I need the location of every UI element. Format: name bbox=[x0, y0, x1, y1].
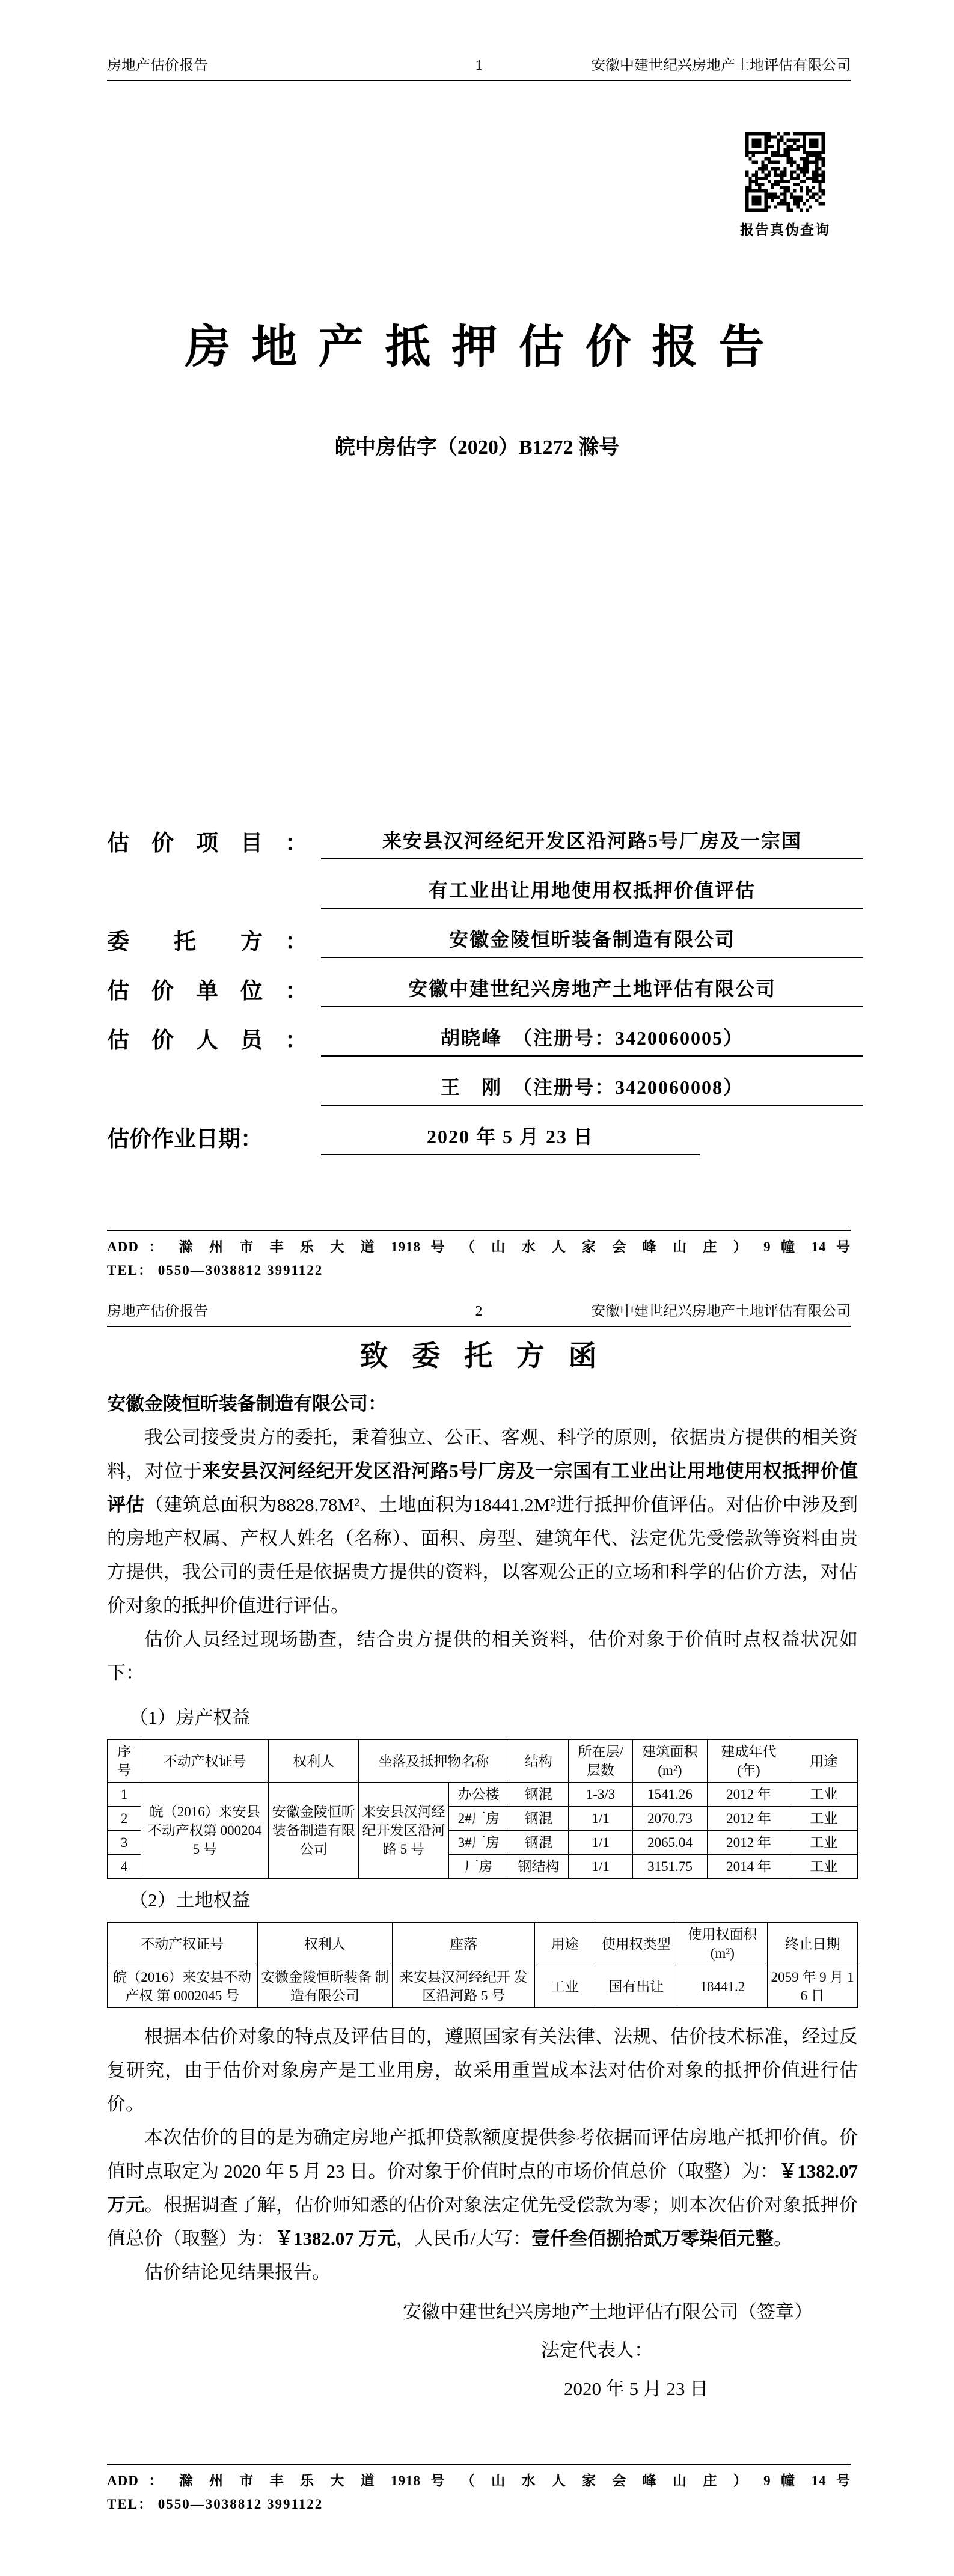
field-label-staff: 估 价 人 员 ： bbox=[107, 1028, 307, 1053]
table-cell: 工业 bbox=[790, 1855, 857, 1879]
table-cell: 厂房 bbox=[448, 1855, 509, 1879]
signature-company: 安徽中建世纪兴房地产土地评估有限公司（签章） bbox=[403, 2301, 813, 2323]
header-company: 安徽中建世纪兴房地产土地评估有限公司 bbox=[591, 58, 851, 73]
table-header-row bbox=[108, 1740, 858, 1783]
col-header: 使用权面积(m²) bbox=[677, 1923, 768, 1965]
table-cell: 办公楼 bbox=[448, 1783, 509, 1807]
letter-title: 致 委 托 方 函 bbox=[359, 1341, 605, 1372]
header-page-number: 1 bbox=[475, 58, 483, 73]
field-label-blank bbox=[107, 1103, 321, 1106]
qr-code-icon bbox=[745, 132, 825, 212]
field-value-date: 2020 年 5 月 23 日 bbox=[321, 1122, 700, 1155]
field-label-blank bbox=[107, 906, 321, 909]
field-label-project: 估 价 项 目 ： bbox=[107, 831, 307, 856]
table-cell: 钢结构 bbox=[509, 1855, 569, 1879]
page-footer bbox=[107, 1230, 851, 1279]
table-cell: 2014 年 bbox=[708, 1855, 790, 1879]
page-header bbox=[107, 53, 851, 81]
col-header: 权利人 bbox=[257, 1923, 393, 1965]
col-header: 序号 bbox=[108, 1740, 141, 1783]
letter-paragraph-1 bbox=[107, 1421, 858, 1623]
col-header: 使用权类型 bbox=[595, 1923, 677, 1965]
table-cell: 钢混 bbox=[509, 1783, 569, 1807]
col-header: 终止日期 bbox=[768, 1923, 858, 1965]
table-cell: 钢混 bbox=[509, 1831, 569, 1855]
para4-text-3: ，人民币/大写： bbox=[396, 2228, 532, 2250]
letter-paragraph-2: 估价人员经过现场勘查，结合贵方提供的相关资料，估价对象于价值时点权益状况如下： bbox=[107, 1629, 858, 1683]
header-page-number: 2 bbox=[475, 1304, 483, 1319]
table-cell: 2059 年 9 月 16 日 bbox=[768, 1965, 858, 2008]
field-client bbox=[107, 909, 863, 958]
para4-value-capital: 壹仟叁佰捌拾贰万零柒佰元整 bbox=[531, 2228, 774, 2250]
table-cell: 4 bbox=[108, 1855, 141, 1879]
letter-paragraph-3: 根据本估价对象的特点及评估目的，遵照国家有关法律、法规、估价技术标准，经过反复研究，由于估价对象房产是工业用房，故采用重置成本法对估价对象的抵押价值进行估价。 bbox=[107, 2026, 858, 2115]
field-value-client: 安徽金陵恒昕装备制造有限公司 bbox=[321, 924, 863, 958]
para4-market-value: ￥1382.07 万元 bbox=[107, 2161, 858, 2216]
table-cell: 工业 bbox=[790, 1807, 857, 1831]
col-header: 建筑面积(m²) bbox=[632, 1740, 708, 1783]
col-header: 用途 bbox=[790, 1740, 857, 1783]
para1-project-name: 来安县汉河经纪开发区沿河路5号厂房及一宗国有工业出让用地使用权抵押价值评估 bbox=[107, 1460, 858, 1515]
field-value-project-line2: 有工业出让用地使用权抵押价值评估 bbox=[321, 875, 863, 909]
table-cell: 1541.26 bbox=[632, 1783, 708, 1807]
table-cell: 3 bbox=[108, 1831, 141, 1855]
field-project-continued bbox=[107, 859, 863, 909]
letter-page bbox=[0, 1288, 954, 2576]
signature-legal-representative: 法定代表人： bbox=[541, 2340, 653, 2361]
footer-tel: TEL： 0550—3038812 3991122 bbox=[107, 1263, 323, 1278]
letter-paragraph-4 bbox=[107, 2121, 858, 2256]
page-footer bbox=[107, 2464, 851, 2513]
col-header: 所在层/层数 bbox=[569, 1740, 632, 1783]
letter-salutation: 安徽金陵恒昕装备制造有限公司： bbox=[107, 1393, 387, 1414]
field-agency bbox=[107, 958, 863, 1007]
col-header: 用途 bbox=[535, 1923, 595, 1965]
cover-fields bbox=[107, 810, 863, 1155]
field-label-agency: 估 价 单 位 ： bbox=[107, 979, 307, 1004]
field-staff-continued bbox=[107, 1057, 863, 1106]
table-cell: 工业 bbox=[535, 1965, 595, 2008]
table-cell: 18441.2 bbox=[677, 1965, 768, 2008]
report-number: 皖中房估字（2020）B1272 滁号 bbox=[334, 436, 620, 459]
table-cell: 1/1 bbox=[569, 1807, 632, 1831]
para4-text-2: 。根据调查了解，估价师知悉的估价对象法定优先受偿款为零；则本次估价对象抵押价值总价（取整）为： bbox=[107, 2194, 858, 2250]
para4-text-4: 。 bbox=[774, 2228, 793, 2250]
owner-cell: 安徽金陵恒昕装备 制造有限公司 bbox=[257, 1965, 393, 2008]
table-cell: 钢混 bbox=[509, 1807, 569, 1831]
table-cell: 1/1 bbox=[569, 1855, 632, 1879]
location-cell: 来安县汉河经纪开 发区沿河路 5 号 bbox=[393, 1965, 535, 2008]
col-header: 不动产权证号 bbox=[108, 1923, 258, 1965]
para1-text-pre: 我公司接受贵方的委托，秉着独立、公正、客观、科学的原则，依据贵方提供的相关资料，对位于 bbox=[107, 1427, 858, 1482]
col-header: 权利人 bbox=[269, 1740, 359, 1783]
table-cell: 2012 年 bbox=[708, 1807, 790, 1831]
page-header bbox=[107, 1299, 851, 1327]
field-label-client: 委 托 方 ： bbox=[107, 930, 307, 954]
table-cell: 1 bbox=[108, 1783, 141, 1807]
table-cell: 2065.04 bbox=[632, 1831, 708, 1855]
field-date bbox=[107, 1106, 863, 1155]
property-rights-heading: （1）房产权益 bbox=[129, 1707, 251, 1728]
footer-address: ADD ： 滁 州 市 丰 乐 大 道 1918 号 （ 山 水 人 家 会 峰 山 庄 ） 9 幢 14 号 bbox=[107, 1239, 851, 1254]
property-rights-table bbox=[107, 1739, 858, 1879]
table-cell: 3#厂房 bbox=[448, 1831, 509, 1855]
table-cell: 1/1 bbox=[569, 1831, 632, 1855]
header-doc-title: 房地产估价报告 bbox=[107, 58, 208, 73]
field-project bbox=[107, 810, 863, 859]
table-cell: 2 bbox=[108, 1807, 141, 1831]
field-value-staff-1: 胡晓峰 （注册号：3420060005） bbox=[321, 1023, 863, 1057]
header-doc-title: 房地产估价报告 bbox=[107, 1304, 208, 1319]
land-rights-heading: （2）土地权益 bbox=[129, 1890, 251, 1911]
signature-date: 2020 年 5 月 23 日 bbox=[564, 2378, 709, 2400]
field-value-agency: 安徽中建世纪兴房地产土地评估有限公司 bbox=[321, 974, 863, 1007]
table-cell: 2#厂房 bbox=[448, 1807, 509, 1831]
cert-number-cell: 皖（2016）来安县不动产权 第 0002045 号 bbox=[108, 1965, 258, 2008]
para4-mortgage-value: ￥1382.07 万元 bbox=[275, 2228, 396, 2250]
table-header-row bbox=[108, 1923, 858, 1965]
table-cell: 国有出让 bbox=[595, 1965, 677, 2008]
field-staff bbox=[107, 1007, 863, 1057]
table-row bbox=[108, 1783, 858, 1807]
report-title: 房 地 产 抵 押 估 价 报 告 bbox=[185, 322, 769, 373]
table-cell: 3151.75 bbox=[632, 1855, 708, 1879]
field-value-staff-2: 王 刚 （注册号：3420060008） bbox=[321, 1072, 863, 1106]
para1-text-post: （建筑总面积为8828.78M²、土地面积为18441.2M²进行抵押价值评估。对估价中涉及到的房地产权属、产权人姓名（名称）、面积、房型、建筑年代、法定优先受偿款等资料由贵方提供，我公司的责任是依据贵方提供的资料，以客观公正的立场和科学的估价方法，对估价对象的抵押价值进行评估。 bbox=[107, 1494, 858, 1616]
col-header: 结构 bbox=[509, 1740, 569, 1783]
table-cell: 工业 bbox=[790, 1783, 857, 1807]
header-company: 安徽中建世纪兴房地产土地评估有限公司 bbox=[591, 1304, 851, 1319]
table-cell: 工业 bbox=[790, 1831, 857, 1855]
letter-paragraph-5: 估价结论见结果报告。 bbox=[144, 2262, 331, 2283]
field-value-project-line1: 来安县汉河经纪开发区沿河路5号厂房及一宗国 bbox=[321, 826, 863, 859]
cert-number-cell: 皖（2016）来安县不动产权第 0002045 号 bbox=[141, 1783, 269, 1879]
owner-cell: 安徽金陵恒昕装备制造有限公司 bbox=[269, 1783, 359, 1879]
col-header: 坐落及抵押物名称 bbox=[359, 1740, 509, 1783]
qr-caption: 报告真伪查询 bbox=[740, 222, 830, 237]
land-rights-table bbox=[107, 1922, 858, 2008]
table-row bbox=[108, 1965, 858, 2008]
col-header: 不动产权证号 bbox=[141, 1740, 269, 1783]
table-cell: 1-3/3 bbox=[569, 1783, 632, 1807]
field-label-date: 估价作业日期： bbox=[107, 1127, 263, 1152]
letter-body bbox=[107, 1325, 858, 2406]
table-cell: 2070.73 bbox=[632, 1807, 708, 1831]
location-cell: 来安县汉河经纪开发区沿河路 5 号 bbox=[359, 1783, 449, 1879]
qr-verification-block bbox=[739, 132, 831, 239]
col-header: 建成年代(年) bbox=[708, 1740, 790, 1783]
footer-address: ADD ： 滁 州 市 丰 乐 大 道 1918 号 （ 山 水 人 家 会 峰 山 庄 ） 9 幢 14 号 bbox=[107, 2473, 851, 2488]
table-cell: 2012 年 bbox=[708, 1783, 790, 1807]
table-cell: 2012 年 bbox=[708, 1831, 790, 1855]
footer-tel: TEL： 0550—3038812 3991122 bbox=[107, 2497, 323, 2512]
col-header: 座落 bbox=[393, 1923, 535, 1965]
para4-text-1: 本次估价的目的是为确定房地产抵押贷款额度提供参考依据而评估房地产抵押价值。价值时点取定为 2020 年 5 月 23 日。价对象于价值时点的市场价值总价（取整）为： bbox=[107, 2127, 858, 2182]
